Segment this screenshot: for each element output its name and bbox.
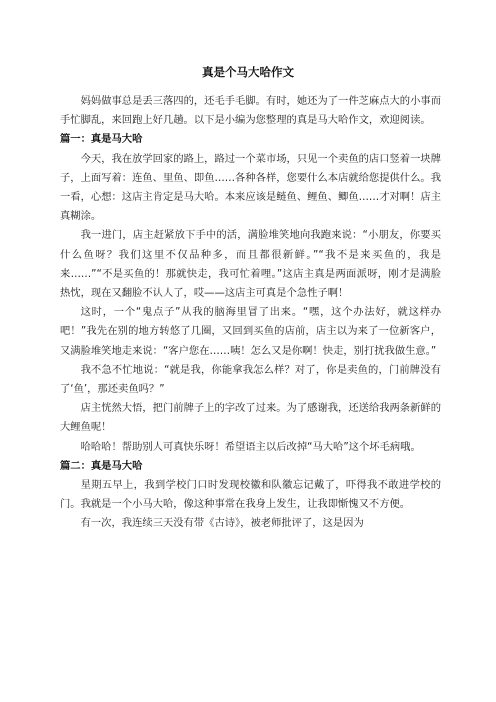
body-paragraph: 今天，我在放学回家的路上，路过一个菜市场，只见一个卖鱼的店口竖着一块牌子，上面写着：连鱼、里鱼、即鱼……各种各样，您要什么本店就给您提供什么。我一看，心想：这店主肯定是马大哈。本来应该是鲢鱼、鲤鱼、鲫鱼……才对啊！店主真糊涂。 [60, 152, 441, 223]
body-paragraph: 有一次，我连续三天没有带《古诗》，被老师批评了，这是因为 [80, 517, 364, 530]
body-paragraph: 我一进门，店主赶紧放下手中的活，满脸堆笑地向我跑来说：“小朋友，你要买什么鱼呀？我们这里不仅品种多，而且都很新鲜。”“我不是来买鱼的，我是来……”“不是买鱼的！那就快走，我可忙着哩。”这店主真是两面派呀，刚才是满脸热忱，现在又翻脸不认人了，哎——这店主可真是个急性子啊！ [60, 229, 441, 300]
intro-paragraph: 妈妈做事总是丢三落四的，还毛手毛脚。有时，她还为了一件芝麻点大的小事而手忙脚乱，来回跑上好几趟。以下是小编为您整理的真是马大哈作文，欢迎阅读。 [60, 95, 441, 127]
body-paragraph: 店主恍然大悟，把门前牌子上的字改了过来。为了感谢我，还送给我两条新鲜的大鲤鱼呢！ [60, 402, 441, 434]
body-paragraph: 星期五早上，我到学校门口时发现校徽和队徽忘记戴了，吓得我不敢进学校的门。我就是一个小马大哈，像这种事常在我身上发生，让我即惭愧又不方便。 [60, 479, 441, 511]
body-paragraph: 哈哈哈！帮助别人可真快乐呀！希望语主以后改掉“马大哈”这个坏毛病哦。 [80, 440, 421, 453]
document-body [60, 92, 441, 534]
document-title: 真是个马大哈作文 [202, 65, 294, 79]
body-paragraph: 这时，一个“鬼点子”从我的脑海里冒了出来。“嘿，这个办法好，就这样办吧！”我先在别的地方转悠了几圈，又回到买鱼的店前，店主以为来了一位新客户，又满脸堆笑地走来说：“客户您在……咦！怎么又是你啊！快走，别打扰我做生意。” [60, 306, 441, 357]
section-heading-2: 篇二：真是马大哈 [60, 459, 143, 472]
body-paragraph: 我不急不忙地说：“就是我，你能拿我怎么样？对了，你是卖鱼的，门前牌没有了‘鱼’，那还卖鱼吗？” [60, 363, 441, 396]
section-heading-1: 篇一：真是马大哈 [60, 133, 143, 146]
